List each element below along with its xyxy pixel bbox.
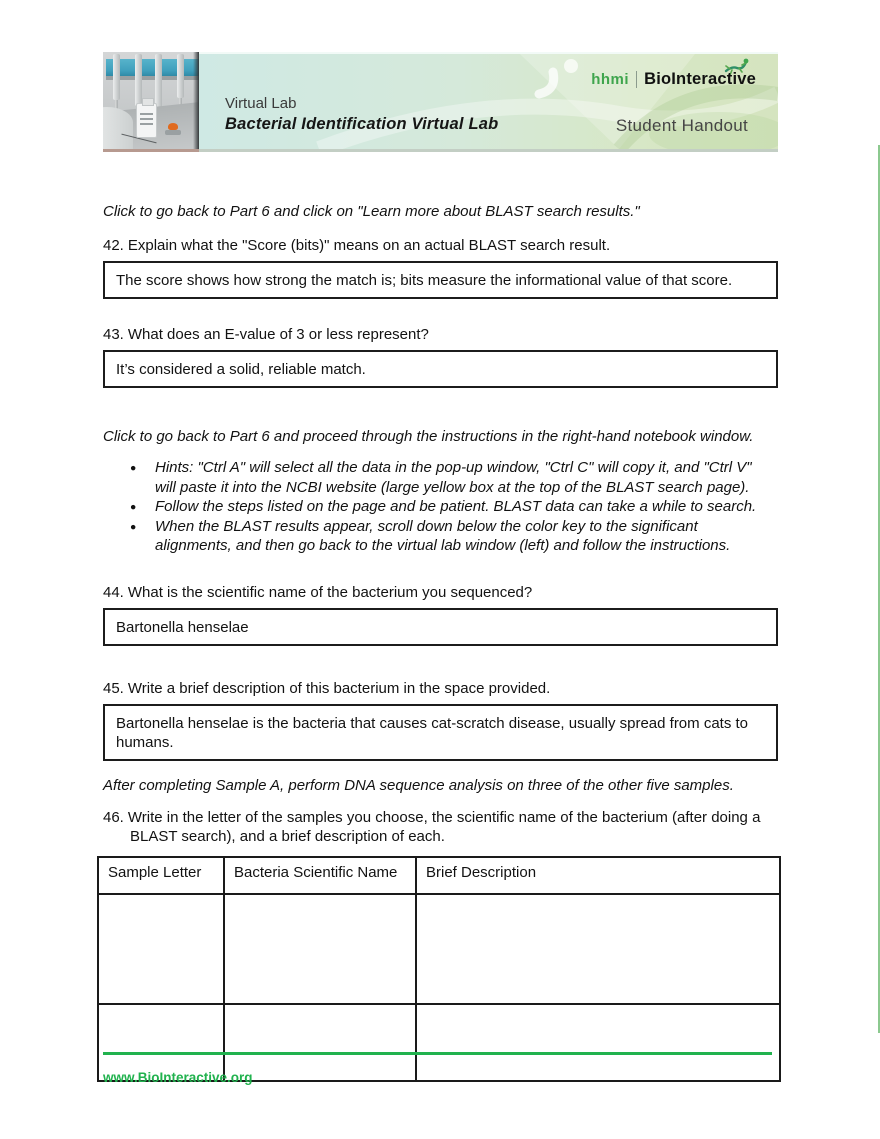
question-44-text: What is the scientific name of the bacterium you sequenced? bbox=[127, 583, 533, 601]
banner-title: Bacterial Identification Virtual Lab bbox=[225, 115, 499, 133]
question-43-number: 43. bbox=[103, 326, 124, 343]
banner-kicker: Virtual Lab bbox=[225, 95, 297, 112]
question-43-text: What does an E-value of 3 or less represent? bbox=[127, 326, 429, 343]
column-header-brief-description: Brief Description bbox=[416, 857, 780, 894]
pipette-icon bbox=[113, 54, 120, 100]
handout-label: Student Handout bbox=[615, 116, 748, 135]
biointeractive-link[interactable]: www.BioInteractive.org bbox=[103, 1070, 253, 1085]
question-42-number: 42. bbox=[103, 237, 124, 254]
biointeractive-logo: BioInteractive bbox=[644, 70, 756, 88]
question-44 bbox=[103, 583, 778, 602]
samples-table-header-row bbox=[98, 857, 780, 894]
brand-divider bbox=[636, 71, 637, 88]
answer-box-45[interactable]: Bartonella henselae is the bacteria that causes cat-scratch disease, usually spread from cats to humans. bbox=[103, 704, 778, 761]
cell-scientific-name[interactable] bbox=[224, 894, 416, 1004]
header-banner bbox=[103, 52, 778, 149]
table-row bbox=[98, 1004, 780, 1081]
question-45 bbox=[103, 679, 778, 698]
cell-scientific-name[interactable] bbox=[224, 1004, 416, 1081]
hint-bullet-list bbox=[103, 458, 778, 556]
question-44-number: 44. bbox=[103, 583, 124, 601]
question-45-number: 45. bbox=[103, 679, 124, 697]
column-header-scientific-name: Bacteria Scientific Name bbox=[224, 857, 416, 894]
answer-box-42[interactable]: The score shows how strong the match is; bits measure the informational value of that score. bbox=[103, 261, 778, 299]
question-42-text: Explain what the "Score (bits)" means on an actual BLAST search result. bbox=[127, 237, 611, 254]
question-46-number: 46. bbox=[103, 808, 124, 826]
hhmi-logo: hhmi bbox=[591, 71, 630, 88]
vial-base bbox=[165, 130, 181, 135]
hint-bullet: ● Follow the steps listed on the page and be patient. BLAST data can take a while to search. bbox=[103, 497, 771, 517]
question-46 bbox=[103, 808, 765, 846]
question-45-text: Write a brief description of this bacterium in the space provided. bbox=[127, 679, 551, 697]
virtual-lab-illustration bbox=[103, 52, 199, 149]
bottle-label bbox=[140, 113, 153, 127]
instruction-after-sample-a: After completing Sample A, perform DNA sequence analysis on three of the other five samples. bbox=[103, 776, 734, 794]
pipette-icon bbox=[177, 54, 184, 98]
column-header-sample-letter: Sample Letter bbox=[98, 857, 224, 894]
samples-table bbox=[97, 856, 781, 1082]
footer-divider bbox=[103, 1052, 772, 1055]
brand-lockup bbox=[591, 70, 756, 89]
cell-sample-letter[interactable] bbox=[98, 1004, 224, 1081]
reagent-bottle bbox=[136, 103, 157, 138]
orange-capped-vial bbox=[165, 123, 181, 135]
instruction-blast-results: Click to go back to Part 6 and click on "Learn more about BLAST search results." bbox=[103, 203, 640, 220]
answer-box-43[interactable]: It’s considered a solid, reliable match. bbox=[103, 350, 778, 388]
hint-bullet: ● When the BLAST results appear, scroll down below the color key to the significant alignments, and then go back to the virtual lab window (left) and follow the instructions. bbox=[103, 517, 771, 556]
question-46-text: Write in the letter of the samples you choose, the scientific name of the bacterium (after doing a BLAST search), and a brief description of each. bbox=[127, 808, 761, 845]
banner-gradient bbox=[199, 52, 778, 149]
cell-brief-description[interactable] bbox=[416, 894, 780, 1004]
question-43 bbox=[103, 325, 778, 344]
table-row bbox=[98, 894, 780, 1004]
hint-bullet: ● Hints: "Ctrl A" will select all the data in the pop-up window, "Ctrl C" will copy it, and "Ctrl V" will paste it into the NCBI website (large yellow box at the top of the BLAST search page). bbox=[103, 458, 771, 497]
orange-cap bbox=[168, 123, 178, 130]
pipette-icon bbox=[135, 54, 142, 106]
worksheet-content bbox=[103, 149, 778, 1082]
cell-brief-description[interactable] bbox=[416, 1004, 780, 1081]
cell-sample-letter[interactable] bbox=[98, 894, 224, 1004]
instruction-notebook: Click to go back to Part 6 and proceed through the instructions in the right-hand notebook window. bbox=[103, 428, 754, 445]
white-cylinder bbox=[103, 107, 133, 149]
answer-box-44[interactable]: Bartonella henselae bbox=[103, 608, 778, 646]
question-42 bbox=[103, 236, 778, 255]
